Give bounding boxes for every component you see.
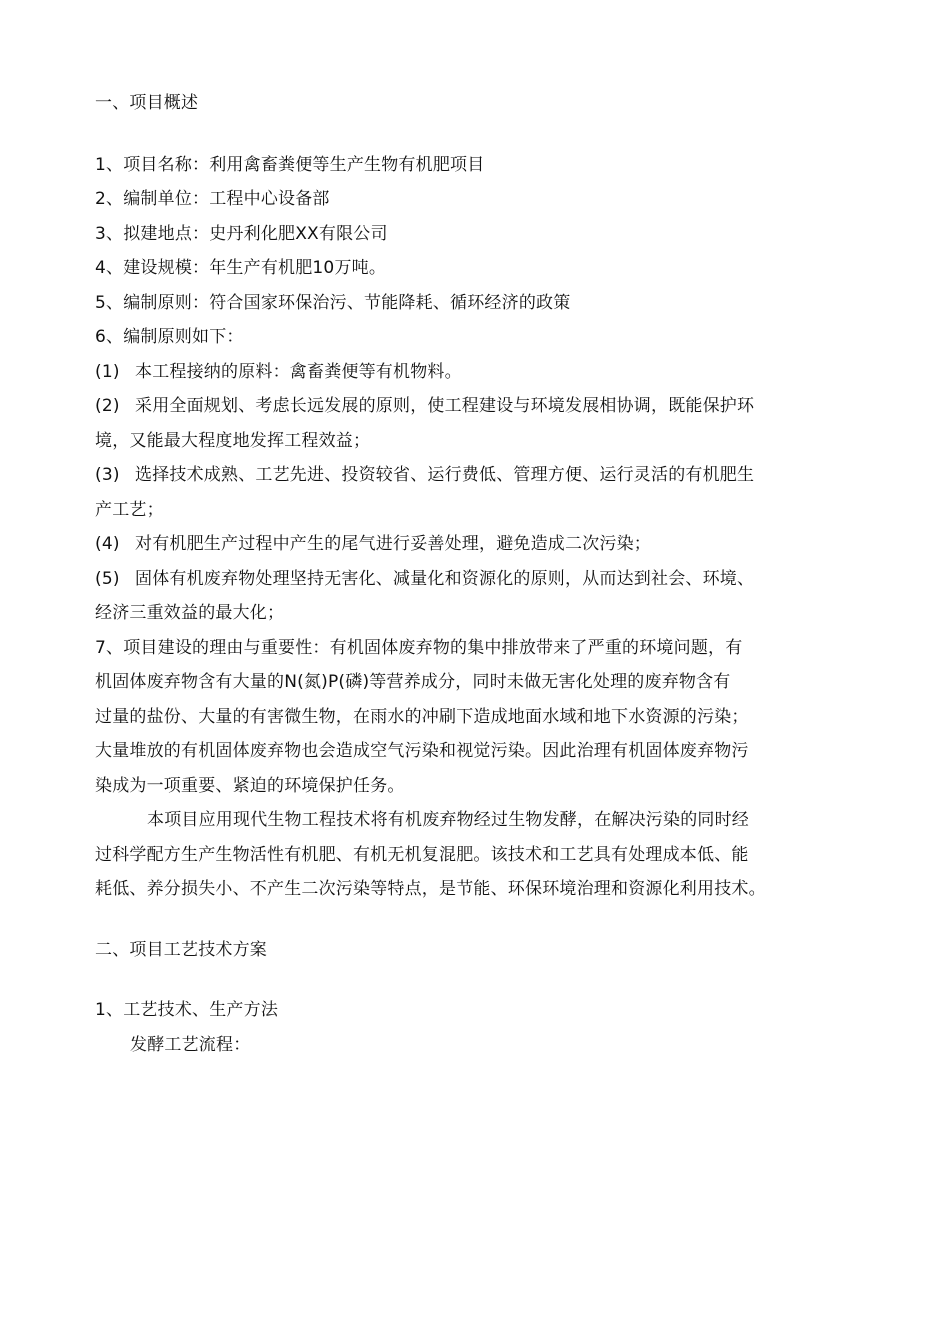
paragraph-line: 7、项目建设的理由与重要性：有机固体废弃物的集中排放带来了严重的环境问题，有	[95, 637, 743, 658]
principle-item	[95, 527, 865, 562]
paragraph-line: 耗低、养分损失小、不产生二次污染等特点，是节能、环保环境治理和资源化利用技术。	[95, 879, 766, 899]
principles-intro-item: 6、编制原则如下：	[95, 327, 244, 347]
principle-text: 选择技术成熟、工艺先进、投资较省、运行费低、管理方便、运行灵活的有机肥生	[135, 465, 755, 485]
principle-text-continued: 产工艺；	[95, 499, 164, 520]
principle-number: (2)	[95, 396, 120, 416]
construction-scale-item: 4、建设规模：年生产有机肥10万吨。	[95, 258, 387, 278]
paragraph-line: 本项目应用现代生物工程技术将有机废弃物经过生物发酵，在解决污染的同时经	[147, 810, 749, 830]
principle-item	[95, 562, 865, 631]
principle-number: (3)	[95, 465, 120, 485]
project-summary-paragraph	[95, 803, 865, 907]
paragraph-line: 染成为一项重要、紧迫的环境保护任务。	[95, 775, 405, 796]
compiling-unit-item: 2、编制单位：工程中心设备部	[95, 189, 330, 209]
section-heading-technology: 二、项目工艺技术方案	[95, 939, 267, 960]
principle-text: 对有机肥生产过程中产生的尾气进行妥善处理，避免造成二次污染；	[135, 534, 651, 554]
principle-text: 本工程接纳的原料：禽畜粪便等有机物料。	[135, 361, 462, 382]
principle-text-continued: 经济三重效益的最大化；	[95, 603, 285, 623]
section-heading-overview: 一、项目概述	[95, 93, 199, 113]
principles-list	[95, 355, 865, 631]
principle-number: (1)	[95, 361, 120, 382]
paragraph-line: 机固体废弃物含有大量的N(氮)P(磷)等营养成分，同时未做无害化处理的废弃物含有	[95, 672, 731, 692]
principle-item	[95, 458, 865, 527]
principle-item	[95, 355, 865, 390]
subsection-heading-process: 1、工艺技术、生产方法	[95, 1000, 279, 1020]
paragraph-line: 过科学配方生产生物活性有机肥、有机无机复混肥。该技术和工艺具有处理成本低、能	[95, 844, 749, 865]
paragraph-line: 过量的盐份、大量的有害微生物，在雨水的冲刷下造成地面水域和地下水资源的污染；	[95, 706, 749, 727]
document-body	[95, 86, 865, 1062]
compiling-principle-item: 5、编制原则：符合国家环保治污、节能降耗、循环经济的政策	[95, 292, 571, 313]
principle-text: 固体有机废弃物处理坚持无害化、减量化和资源化的原则，从而达到社会、环境、	[135, 568, 755, 589]
site-location-item: 3、拟建地点：史丹利化肥XX有限公司	[95, 223, 388, 244]
principle-number: (5)	[95, 568, 120, 589]
principle-item	[95, 389, 865, 458]
principle-text: 采用全面规划、考虑长远发展的原则，使工程建设与环境发展相协调，既能保护环	[135, 396, 755, 416]
fermentation-process-label: 发酵工艺流程：	[130, 1034, 251, 1055]
project-importance-paragraph	[95, 631, 865, 804]
paragraph-line: 大量堆放的有机固体废弃物也会造成空气污染和视觉污染。因此治理有机固体废弃物污	[95, 741, 749, 761]
project-name-item: 1、项目名称：利用禽畜粪便等生产生物有机肥项目	[95, 154, 485, 175]
project-info-list	[95, 148, 865, 355]
principle-number: (4)	[95, 534, 120, 554]
principle-text-continued: 境，又能最大程度地发挥工程效益；	[95, 430, 371, 451]
